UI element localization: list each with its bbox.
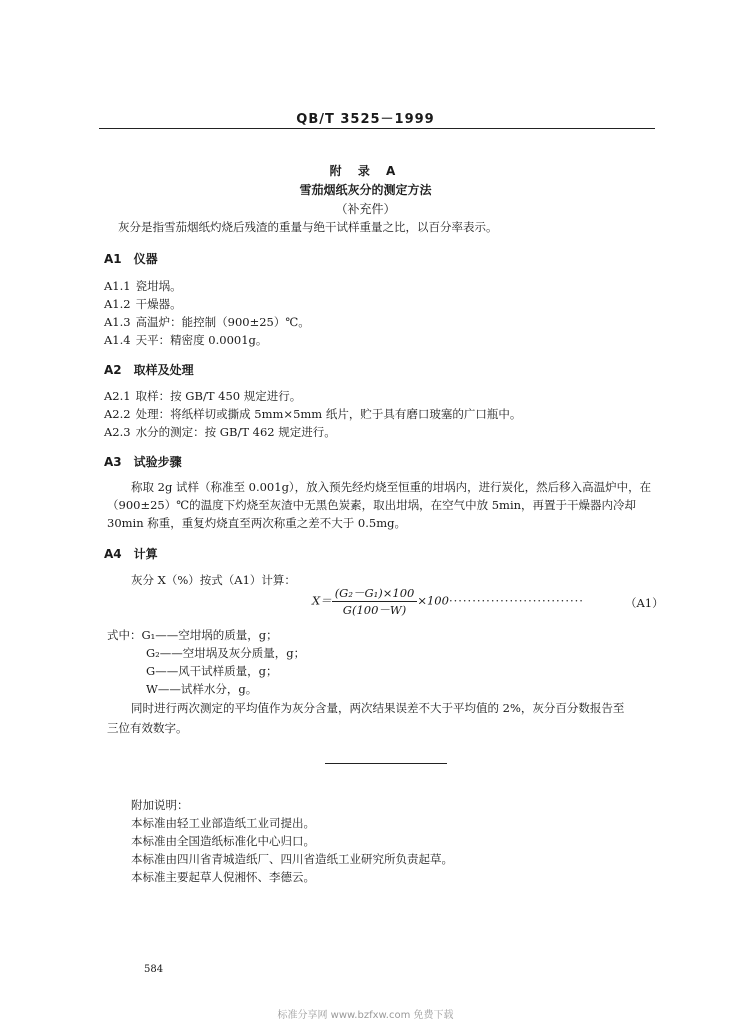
- item-text: 瓷坩埚。: [135, 279, 182, 293]
- item-a2-3: [104, 424, 336, 440]
- standard-number-header: QB/T 3525－1999: [296, 112, 435, 127]
- where-symbol: G₂: [146, 646, 160, 660]
- a4-note-line-1: 同时进行两次测定的平均值作为灰分含量，两次结果误差不大于平均值的 2%，灰分百分数报告至: [131, 701, 625, 715]
- a3-line-1: 称取 2g 试样（称准至 0.001g），放入预先经灼烧至恒重的坩埚内，进行炭化，然后移入高温炉中，在: [131, 480, 652, 494]
- item-text: 水分的测定：按 GB/T 462 规定进行。: [135, 425, 336, 439]
- a3-line-2: （900±25）℃的温度下灼烧至灰渣中无黑色炭素，取出坩埚，在空气中放 5min，再置于干燥器内冷却: [107, 498, 637, 512]
- item-a2-1: [104, 388, 301, 404]
- formula-numerator: (G₂－G₁)×100: [332, 585, 418, 602]
- section-a4-heading: A4 计算: [104, 547, 158, 561]
- where-desc: ——试样水分，g。: [157, 682, 258, 696]
- section-a3-heading: A3 试验步骤: [104, 455, 182, 469]
- item-a2-2: [104, 406, 521, 422]
- item-text: 干燥器。: [135, 297, 182, 311]
- end-of-text-rule: [325, 763, 447, 764]
- formula-tail: ×100: [417, 593, 449, 608]
- formula-equation-number: （A1）: [625, 596, 664, 610]
- where-desc: ——风干试样质量，g；: [155, 664, 278, 678]
- item-text: 取样：按 GB/T 450 规定进行。: [135, 389, 302, 403]
- formula-fraction: [332, 585, 418, 618]
- page-number: 584: [144, 964, 164, 975]
- where-g1: [107, 627, 278, 643]
- item-number: A2.2: [104, 407, 131, 421]
- a4-note-line-2: 三位有效数字。: [107, 721, 188, 735]
- additional-line-4: 本标准主要起草人倪湘怀、李德云。: [131, 870, 315, 884]
- additional-heading: 附加说明：: [131, 798, 189, 812]
- item-a1-4: [104, 332, 267, 348]
- where-desc: ——空坩埚的质量，g；: [155, 628, 278, 642]
- item-a1-3: [104, 314, 310, 330]
- item-number: A1.2: [104, 297, 131, 311]
- annex-label: 附 录 A: [329, 164, 402, 178]
- item-number: A2.1: [104, 389, 131, 403]
- item-text: 天平：精密度 0.0001g。: [135, 333, 268, 347]
- where-g2: [146, 645, 305, 661]
- where-symbol: W: [146, 682, 158, 696]
- watermark-footer: 标准分享网 www.bzfxw.com 免费下载: [277, 1010, 454, 1021]
- where-symbol: G: [146, 664, 156, 678]
- item-a1-1: [104, 278, 182, 294]
- section-a2-heading: A2 取样及处理: [104, 363, 194, 377]
- item-number: A1.3: [104, 315, 131, 329]
- a3-line-3: 30min 称重，重复灼烧直至两次称重之差不大于 0.5mg。: [107, 516, 406, 530]
- a4-lead: 灰分 X（%）按式（A1）计算：: [131, 573, 296, 587]
- section-a1-heading: A1 仪器: [104, 252, 158, 266]
- formula-a1: [312, 585, 584, 618]
- annex-title: 雪茄烟纸灰分的测定方法: [299, 183, 432, 197]
- additional-line-2: 本标准由全国造纸标准化中心归口。: [131, 834, 315, 848]
- item-number: A1.1: [104, 279, 131, 293]
- where-desc: ——空坩埚及灰分质量，g；: [159, 646, 306, 660]
- item-number: A2.3: [104, 425, 131, 439]
- item-text: 高温炉：能控制（900±25）℃。: [135, 315, 310, 329]
- item-number: A1.4: [104, 333, 131, 347]
- annex-subtitle: （补充件）: [335, 202, 396, 216]
- formula-lhs: X＝: [312, 593, 332, 608]
- formula-denominator: G(100－W): [342, 603, 407, 617]
- item-a1-2: [104, 296, 182, 312]
- item-text: 处理：将纸样切或撕成 5mm×5mm 纸片，贮于具有磨口玻塞的广口瓶中。: [135, 407, 522, 421]
- header-rule: [99, 128, 655, 129]
- where-g: [146, 663, 278, 679]
- where-symbol: 式中：G₁: [107, 628, 156, 642]
- formula-leader-dots: ·····························: [448, 593, 584, 608]
- where-w: [146, 681, 257, 697]
- additional-line-3: 本标准由四川省青城造纸厂、四川省造纸工业研究所负责起草。: [131, 852, 453, 866]
- intro-paragraph: 灰分是指雪茄烟纸灼烧后残渣的重量与绝干试样重量之比，以百分率表示。: [118, 220, 498, 234]
- additional-line-1: 本标准由轻工业部造纸工业司提出。: [131, 816, 315, 830]
